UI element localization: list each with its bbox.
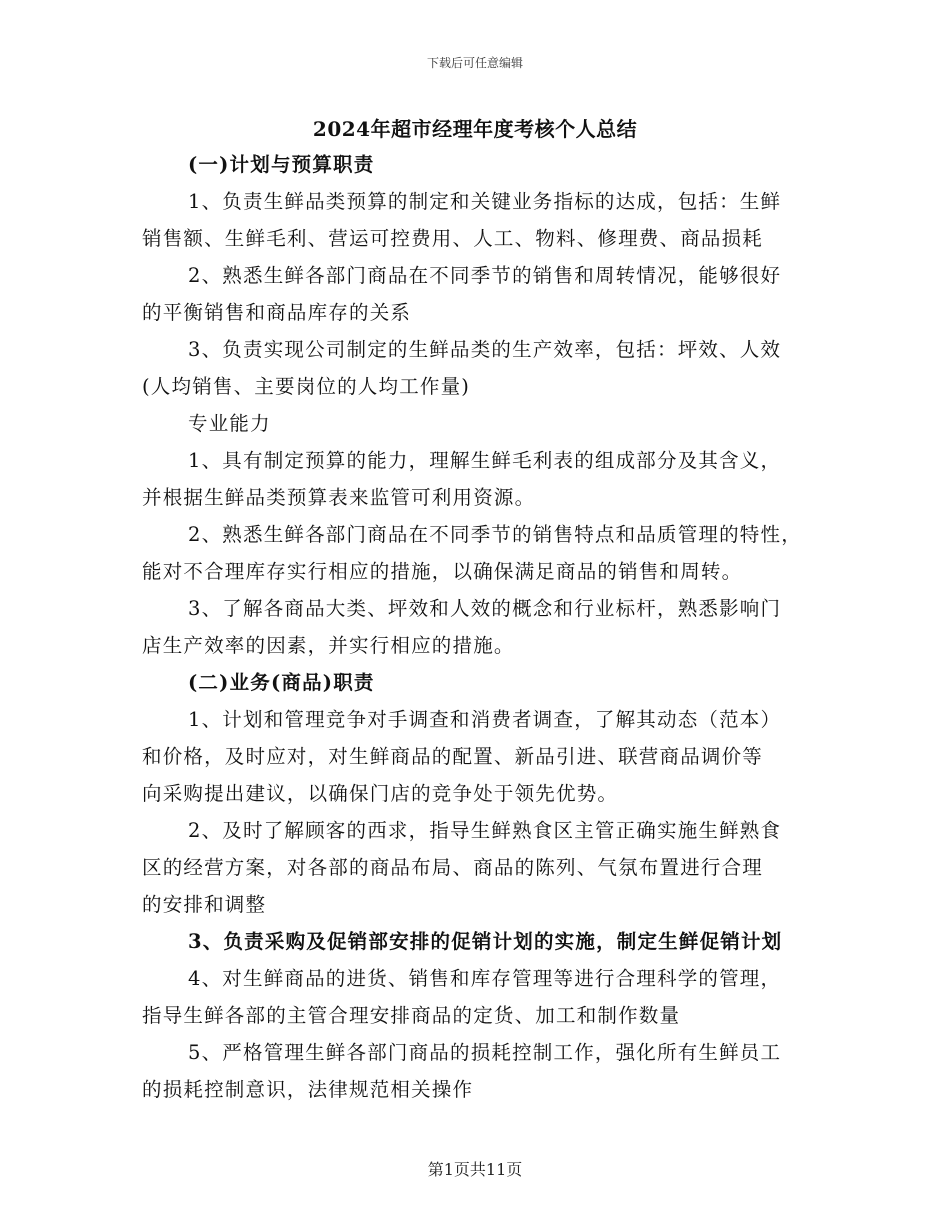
paragraph-line: 指导生鲜各部的主管合理安排商品的定货、加工和制作数量 bbox=[142, 1004, 681, 1027]
document-title: 2024年超市经理年度考核个人总结 bbox=[312, 117, 638, 141]
paragraph-line: 店生产效率的因素，并实行相应的措施。 bbox=[142, 634, 515, 657]
paragraph-line: (人均销售、主要岗位的人均工作量) bbox=[142, 375, 471, 398]
paragraph-line: 1、负责生鲜品类预算的制定和关键业务指标的达成，包括：生鲜 bbox=[188, 190, 782, 213]
paragraph-line: 3、了解各商品大类、坪效和人效的概念和行业标杆，熟悉影响门 bbox=[188, 597, 782, 620]
paragraph-line: 3、负责实现公司制定的生鲜品类的生产效率，包括：坪效、人效 bbox=[188, 338, 782, 361]
paragraph-line: 能对不合理库存实行相应的措施，以确保满足商品的销售和周转。 bbox=[142, 560, 743, 583]
paragraph-line: 区的经营方案，对各部的商品布局、商品的陈列、气氛布置进行合理 bbox=[142, 856, 764, 879]
paragraph-line: 1、具有制定预算的能力，理解生鲜毛利表的组成部分及其含义， bbox=[188, 449, 782, 472]
paragraph-line: 的安排和调整 bbox=[142, 893, 267, 916]
subheading-professional-ability: 专业能力 bbox=[188, 412, 271, 435]
paragraph-line: 并根据生鲜品类预算表来监管可利用资源。 bbox=[142, 486, 536, 509]
paragraph-line: 5、严格管理生鲜各部门商品的损耗控制工作，强化所有生鲜员工 bbox=[188, 1041, 782, 1064]
paragraph-line: 向采购提出建议，以确保门店的竞争处于领先优势。 bbox=[142, 782, 619, 805]
paragraph-line: 1、计划和管理竞争对手调查和消费者调查，了解其动态（范本） bbox=[188, 708, 782, 731]
paragraph-line: 的平衡销售和商品库存的关系 bbox=[142, 301, 412, 324]
section-heading-planning: (一)计划与预算职责 bbox=[188, 153, 375, 176]
paragraph-line: 的损耗控制意识，法律规范相关操作 bbox=[142, 1078, 474, 1101]
paragraph-line: 2、熟悉生鲜各部门商品在不同季节的销售和周转情况，能够很好 bbox=[188, 264, 782, 287]
paragraph-line: 和价格，及时应对，对生鲜商品的配置、新品引进、联营商品调价等 bbox=[142, 745, 764, 768]
paragraph-line: 2、及时了解顾客的西求，指导生鲜熟食区主管正确实施生鲜熟食 bbox=[188, 819, 782, 842]
document-body bbox=[142, 146, 822, 1108]
paragraph-line: 销售额、生鲜毛利、营运可控费用、人工、物料、修理费、商品损耗 bbox=[142, 227, 764, 250]
paragraph-line-bold: 3、负责采购及促销部安排的促销计划的实施，制定生鲜促销计划 bbox=[188, 930, 783, 953]
page-number: 第1页共11页 bbox=[427, 1160, 523, 1179]
paragraph-line: 2、熟悉生鲜各部门商品在不同季节的销售特点和品质管理的特性， bbox=[188, 523, 802, 546]
section-heading-business: (二)业务(商品)职责 bbox=[188, 671, 375, 694]
download-note: 下载后可任意编辑 bbox=[426, 56, 523, 70]
paragraph-line: 4、对生鲜商品的进货、销售和库存管理等进行合理科学的管理， bbox=[188, 967, 782, 990]
